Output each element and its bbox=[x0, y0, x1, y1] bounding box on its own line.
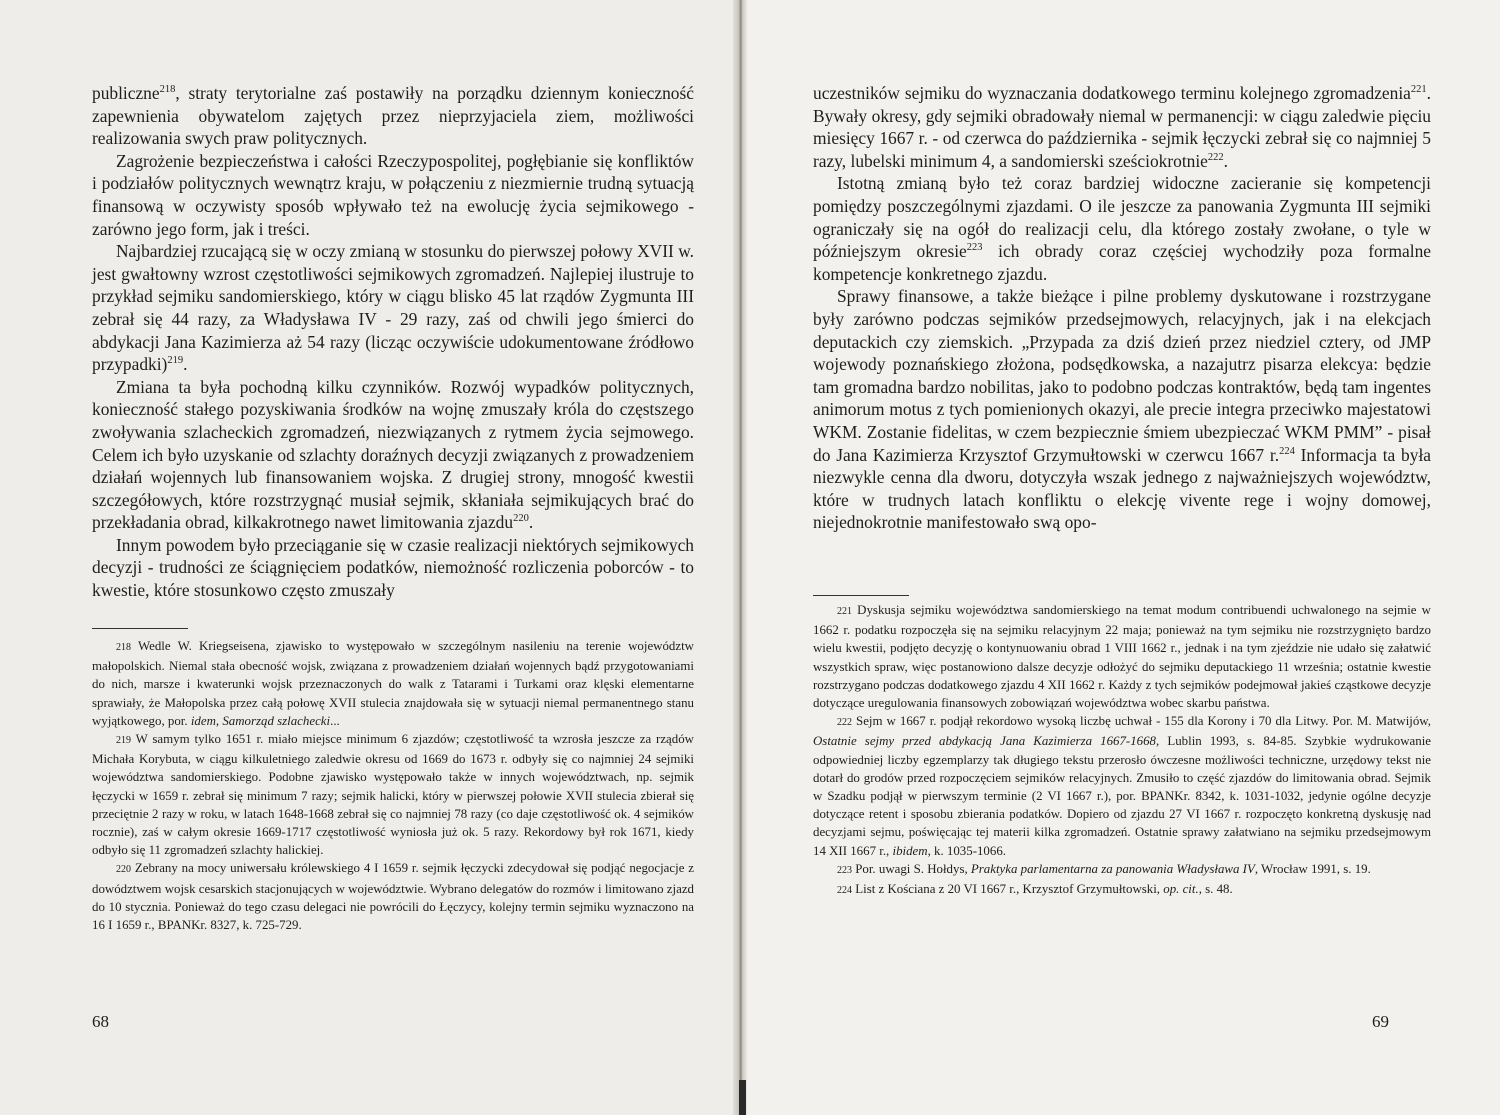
footnote-text: Zebrany na mocy uniwersału królewskiego 4 I 1659 r. sejmik łęczycki zdecydował się podjąć negocjacje z dowództwem wojsk cesarskich stacjonujących w województwie. Wybrano delegatów do rozmów i limitowano zjazd do 10 stycznia. Ponieważ do tego czasu delegaci nie powrócili do Łęczycy, kolejny termin sejmiku wyznaczono na 16 I 1659 r., BPANKr. 8327, k. 725-729. bbox=[92, 861, 694, 933]
footnote-italic: ibidem bbox=[892, 843, 928, 858]
paragraph bbox=[92, 82, 694, 150]
footnote-text: W samym tylko 1651 r. miało miejsce minimum 6 zjazdów; częstotliwość ta wzrosła jeszcze za rządów Michała Korybuta, w ciągu kilkuletniego zaledwie okresu od 1669 do 1673 r. odbyły się co najmniej 24 sejmiki województwa sandomierskiego. Podobne zjawisko występowało także w innych województwach, np. sejmik łęczycki w 1659 r. zebrał się minimum 7 razy; sejmik halicki, który w pierwszej połowie XVII stulecia zbierał się przeciętnie 2 razy w roku, w latach 1648-1668 zebrał się co najmniej 78 razy (co daje częstotliwość ok. 4 sejmików rocznie), zaś w całym okresie 1669-1717 częstotliwość wyniosła już ok. 5 razy. Rekordowy był rok 1671, kiedy odbyło się 11 zgromadzeń szlachty halickiej. bbox=[92, 732, 694, 858]
footnote-ref: 221 bbox=[1410, 84, 1427, 96]
paragraph-text: Zmiana ta była pochodną kilku czynników. Rozwój wypadków politycznych, konieczność stałego pozyskiwania środków na wojnę zmuszały króla do częstszego zwoływania szlacheckich zgromadzeń, niezwiązanych z rytmem życia sejmowego. Celem ich było uzyskanie od szlachty doraźnych decyzji związanych z prowadzeniem działań wojennych lub finansowaniem wojska. Z drugiej strony, mnogość kwestii szczegółowych, które rozstrzygnąć musiał sejmik, skłaniała sejmikujących brać do przekładania obrad, kilkakrotnego nawet limitowania zjazdu bbox=[92, 376, 694, 533]
footnote-text: , Lublin 1993, s. 84-85. Szybkie wydrukowanie odpowiedniej liczby egzemplarzy tak długiego tekstu przerosło ówczesne możliwości techniczne, urzędowy tekst nie dotarł do grodów przed rozpoczęciem sejmików relacyjnych. Zmusiło to część zjazdów do limitowania obrad. Sejmik w Szadku podjął w pierwszym terminie (2 VI 1667 r.), por. BPANKr. 8342, k. 1031-1032, jedynie ogólne decyzje dotyczące retent i sposobu zbierania podatków. Dopiero od zjazdu 27 VI 1667 r. rozpoczęto konkretną dyskusję nad decyzjami sejmu, poświęcając tej materii kilka zgromadzeń. Ostatnie sprawy załatwiano na sejmiku przedsejmowym 14 XII 1667 r., bbox=[813, 734, 1431, 858]
paragraph-text: . bbox=[1223, 150, 1229, 171]
paragraph-text: . Bywały okresy, gdy sejmiki obradowały niemal w permanencji: w ciągu zaledwie pięciu miesięcy 1667 r. - od czerwca do października - sejmik łęczycki zebrał się co najmniej 5 razy, lubelski minimum 4, a sandomierski sześciokrotnie bbox=[813, 83, 1431, 171]
paragraph-text: . bbox=[528, 512, 534, 533]
right-body-text bbox=[813, 82, 1431, 534]
footnote-ref: 223 bbox=[966, 242, 983, 254]
footnote-number: 222 bbox=[837, 717, 852, 729]
footnote-text: Dyskusja sejmiku województwa sandomierskiego na temat modum contribuendi uchwalonego na sejmie w 1662 r. podatku rozpoczęła się na sejmiku relacyjnym 22 maja; ponieważ na tym sejmiku nie rozstrzygnięto bardzo wielu kwestii, podjęto decyzję o kontynuowaniu obrad 1 VIII 1662 r., jednak i na tym zjeździe nie udało się załatwić wszystkich spraw, więc postanowiono dalsze decyzje odłożyć do sejmiku deputackiego 11 września; ostatnie kwestie rozstrzygano podczas dodatkowego zjazdu 4 XII 1662 r. Każdy z tych sejmików podejmował jakieś cząstkowe decyzje dotyczące uregulowania finansowych zobowiązań województwa wobec skarbu państwa. bbox=[813, 603, 1431, 711]
paragraph bbox=[92, 150, 694, 240]
book-gutter bbox=[733, 0, 747, 1115]
left-page bbox=[0, 0, 740, 1115]
footnote bbox=[813, 712, 1431, 860]
footnote-italic: Ostatnie sejmy przed abdykacją Jana Kazimierza 1667-1668 bbox=[813, 734, 1157, 749]
footnote-text: List z Kościana z 20 VI 1667 r., Krzysztof Grzymułtowski, bbox=[855, 882, 1164, 897]
footnote-number: 219 bbox=[116, 735, 131, 747]
paragraph-text: Najbardziej rzucającą się w oczy zmianą w stosunku do pierwszej połowy XVII w. jest gwałtowny wzrost częstotliwości sejmikowych zgromadzeń. Najlepiej ilustruje to przykład sejmiku sandomierskiego, który w ciągu blisko 45 lat rządów Zygmunta III zebrał się 44 razy, za Władysława IV - 29 razy, zaś od chwili jego śmierci do abdykacji Jana Kazimierza aż 54 razy (licząc oczywiście udokumentowane źródłowo przypadki) bbox=[92, 241, 694, 375]
paragraph-text: Sprawy finansowe, a także bieżące i pilne problemy dyskutowane i rozstrzygane były zarówno podczas sejmików przedsejmowych, relacyjnych, jak i na elekcjach deputackich czy ziemskich. „Przypada za dziś dzień przez niedziel cztery, od JMP wojewody poznańskiego złożona, podsędkowska, a nazajutrz pisarza elekcya: będzie tam gromadna bardzo nobilitas, jako to podobno podczas kontraktów, będą tam ingentes animorum motus z tych pomienionych okazyi, ale precie integra przeciwko majestatowi WKM. Zostanie fidelitas, w czem bezpiecznie śmiem ubezpieczać WKM PMM” - pisał do Jana Kazimierza Krzysztof Grzymułtowski w czerwcu 1667 r. bbox=[813, 286, 1431, 465]
paragraph-text: , straty terytorialne zaś postawiły na porządku dziennym konieczność zapewnienia obywatelom zajętych przez nieprzyjaciela ziem, możliwości realizowania swych praw politycznych. bbox=[92, 83, 694, 149]
paragraph bbox=[813, 82, 1431, 172]
footnote-number: 220 bbox=[116, 864, 131, 876]
left-body-text bbox=[92, 82, 694, 602]
paragraph bbox=[813, 172, 1431, 285]
footnote-text: Por. uwagi S. Hołdys, bbox=[855, 861, 971, 876]
footnote-text: , k. 1035-1066. bbox=[927, 843, 1006, 858]
footnote-italic: Praktyka parlamentarna za panowania Władysława IV bbox=[970, 861, 1255, 876]
footnote bbox=[92, 730, 694, 859]
footnote-text: Sejm w 1667 r. podjął rekordowo wysoką liczbę uchwał - 155 dla Korony i 70 dla Litwy. Por. M. Matwijów, bbox=[856, 714, 1431, 729]
footnote-number: 221 bbox=[837, 606, 852, 617]
paragraph bbox=[92, 240, 694, 376]
paragraph bbox=[92, 376, 694, 534]
paragraph bbox=[813, 285, 1431, 534]
paragraph-text: Istotną zmianą było też coraz bardziej widoczne zacieranie się kompetencji pomiędzy poszczególnymi zjazdami. O ile jeszcze za panowania Zygmunta III sejmiki ograniczały się na ogół do realizacji celu, dla którego zostały zwołane, o tyle w późniejszym okresie bbox=[813, 173, 1431, 262]
paragraph-text: . bbox=[183, 354, 188, 375]
footnote-rule bbox=[813, 595, 909, 596]
footnote-rule bbox=[92, 628, 188, 629]
footnote-ref: 219 bbox=[167, 355, 184, 367]
right-footnotes bbox=[813, 601, 1431, 900]
footnote-ref: 220 bbox=[513, 513, 529, 525]
page-number: 68 bbox=[92, 1012, 109, 1031]
footnote bbox=[813, 880, 1431, 900]
paragraph bbox=[92, 534, 694, 602]
paragraph-text: ich obrady coraz częściej wychodziły poza formalne kompetencje konkretnego zjazdu. bbox=[813, 241, 1431, 284]
footnote-text: ... bbox=[330, 713, 340, 728]
footnote-ref: 224 bbox=[1279, 445, 1295, 457]
paragraph-text: Informacja ta była niezwykle cenna dla dworu, dotyczyła wszak jednego z najważniejszych województw, które w trudnych latach konfliktu o elekcję vivente rege i wojny domowej, niejednokrotnie manifestowało swą opo- bbox=[813, 444, 1431, 533]
page-number: 69 bbox=[1372, 1012, 1389, 1031]
footnote-number: 223 bbox=[837, 864, 852, 876]
footnote-italic: idem, Samorząd szlachecki bbox=[190, 713, 331, 728]
footnote-ref: 218 bbox=[159, 84, 176, 96]
footnote bbox=[813, 860, 1431, 880]
paragraph-text: Innym powodem było przeciąganie się w czasie realizacji niektórych sejmikowych decyzji - trudności ze ściągnięciem podatków, niemożność rozliczenia poborców - to kwestie, które stosunkowo często zmuszały bbox=[92, 534, 694, 601]
paragraph-text: publiczne bbox=[92, 83, 160, 103]
footnote-number: 218 bbox=[116, 642, 131, 653]
paragraph-text: Zagrożenie bezpieczeństwa i całości Rzeczypospolitej, pogłębianie się konfliktów i podziałów politycznych wewnątrz kraju, w połączeniu z niezmiernie trudną sytuacją finansową w oczywisty sposób wpływało też na ewolucję życia sejmikowego - zarówno jego form, jak i treści. bbox=[92, 150, 694, 239]
paragraph-text: uczestników sejmiku do wyznaczania dodatkowego terminu kolejnego zgromadzenia bbox=[813, 83, 1411, 103]
footnote-number: 224 bbox=[837, 885, 852, 897]
left-footnotes bbox=[92, 637, 694, 934]
footnote-italic: op. cit. bbox=[1163, 882, 1199, 897]
gutter-shadow bbox=[739, 1080, 746, 1115]
footnote-text: , s. 48. bbox=[1198, 882, 1233, 897]
right-page bbox=[740, 0, 1500, 1115]
footnote-text: Wedle W. Kriegseisena, zjawisko to występowało w szczególnym nasileniu na terenie województw małopolskich. Niemal stała obecność wojsk, związana z prowadzeniem działań wojennych bądź przygotowaniami do nich, marsze i kwaterunki wojsk przeznaczonych do walk z Tatarami i Turkami oraz klęski elementarne sprawiały, że Małopolska przez całą połowę XVII stulecia znajdowała się w sytuacji niemal permanentnego stanu wyjątkowego, por. bbox=[92, 639, 694, 728]
footnote-text: , Wrocław 1991, s. 19. bbox=[1254, 861, 1371, 876]
footnote-ref: 222 bbox=[1207, 151, 1224, 163]
footnote bbox=[813, 601, 1431, 712]
footnote bbox=[92, 637, 694, 730]
footnote bbox=[92, 859, 694, 934]
